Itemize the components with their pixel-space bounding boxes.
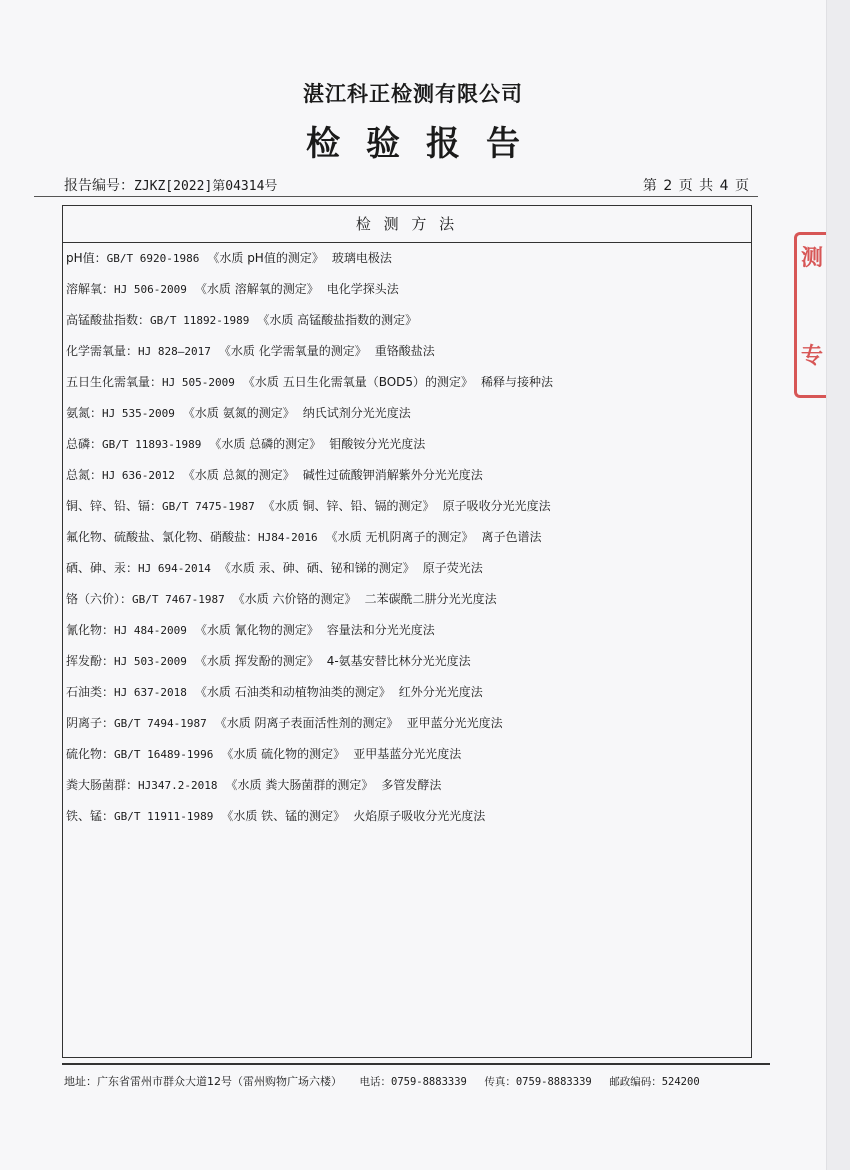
method-row: [63, 243, 751, 274]
header-divider: [34, 196, 758, 197]
method-standard: GB/T 7475-1987: [162, 500, 255, 513]
method-technique: 稀释与接种法: [481, 375, 554, 389]
method-standard-title: 《水质 化学需氧量的测定》: [218, 344, 367, 358]
method-parameter: pH值：: [66, 251, 107, 265]
method-row: [63, 801, 751, 832]
method-parameter: 高锰酸盐指数：: [66, 313, 151, 327]
methods-box: [62, 205, 752, 1058]
method-standard-title: 《水质 无机阴离子的测定》: [325, 530, 474, 544]
methods-list: [63, 243, 751, 832]
method-standard: GB/T 6920-1986: [106, 252, 200, 265]
method-row: [63, 553, 751, 584]
method-standard-title: 《水质 铜、锌、铅、镉的测定》: [262, 499, 435, 513]
method-standard-title: 《水质 高锰酸盐指数的测定》: [257, 313, 418, 327]
method-technique: 红外分光光度法: [398, 685, 483, 699]
method-parameter: 五日生化需氧量：: [66, 375, 163, 389]
method-standard: HJ 535-2009: [102, 407, 175, 420]
method-technique: 碱性过硫酸钾消解紫外分光光度法: [302, 468, 483, 482]
method-standard-title: 《水质 pH值的测定》: [207, 251, 324, 265]
method-parameter: 溶解氧：: [66, 282, 115, 296]
method-standard-title: 《水质 溶解氧的测定》: [194, 282, 319, 296]
method-row: [63, 336, 751, 367]
method-standard: HJ 505-2009: [162, 376, 235, 389]
method-standard-title: 《水质 汞、砷、硒、铋和锑的测定》: [218, 561, 415, 575]
method-parameter: 硫化物：: [66, 747, 115, 761]
method-technique: 重铬酸盐法: [374, 344, 435, 358]
method-row: [63, 708, 751, 739]
footer-address: 地址：广东省雷州市群众大道12号（雷州购物广场六楼）: [64, 1075, 342, 1088]
method-standard: HJ347.2-2018: [138, 779, 218, 792]
method-standard-title: 《水质 五日生化需氧量（BOD5）的测定》: [242, 375, 474, 389]
method-technique: 多管发酵法: [381, 778, 442, 792]
method-technique: 纳氏试剂分光光度法: [302, 406, 411, 420]
footer-phone: 电话：0759-8883339: [359, 1076, 467, 1088]
method-technique: 玻璃电极法: [331, 251, 392, 265]
method-standard-title: 《水质 总氮的测定》: [182, 468, 295, 482]
method-technique: 二苯碳酰二肼分光光度法: [364, 592, 497, 606]
method-technique: 电化学探头法: [326, 282, 399, 296]
method-technique: 钼酸铵分光光度法: [329, 437, 426, 451]
footer-divider: [62, 1063, 770, 1065]
method-parameter: 硒、砷、汞：: [66, 561, 139, 575]
method-parameter: 粪大肠菌群：: [66, 778, 139, 792]
method-standard: GB/T 7467-1987: [132, 593, 225, 606]
method-standard: HJ 484-2009: [114, 624, 187, 637]
method-standard: HJ 828—2017: [138, 345, 211, 358]
method-parameter: 总磷：: [66, 437, 103, 451]
method-parameter: 铬（六价）：: [66, 592, 133, 606]
method-standard-title: 《水质 阴离子表面活性剂的测定》: [214, 716, 399, 730]
seal-glyph: 测: [801, 246, 824, 271]
method-row: [63, 739, 751, 770]
page-number: 第 2 页 共 4 页: [642, 178, 750, 194]
method-parameter: 阴离子：: [66, 716, 115, 730]
method-standard-title: 《水质 总磷的测定》: [209, 437, 322, 451]
method-standard: GB/T 11911-1989: [114, 810, 214, 823]
method-parameter: 氰化物：: [66, 623, 115, 637]
method-parameter: 石油类：: [66, 685, 115, 699]
method-row: [63, 677, 751, 708]
company-name: 湛江科正检测有限公司: [303, 82, 523, 106]
method-technique: 火焰原子吸收分光光度法: [353, 809, 486, 823]
method-standard: HJ 506-2009: [114, 283, 187, 296]
method-row: [63, 491, 751, 522]
method-row: [63, 274, 751, 305]
method-row: [63, 429, 751, 460]
method-standard: HJ 637-2018: [114, 686, 187, 699]
method-standard: GB/T 16489-1996: [114, 748, 214, 761]
method-standard: GB/T 11892-1989: [150, 314, 250, 327]
method-technique: 原子吸收分光光度法: [442, 499, 551, 513]
method-technique: 亚甲基蓝分光光度法: [353, 747, 462, 761]
report-number-label: 报告编号：: [64, 178, 134, 194]
scan-edge: [826, 0, 850, 1170]
method-standard-title: 《水质 挥发酚的测定》: [194, 654, 319, 668]
method-standard-title: 《水质 硫化物的测定》: [221, 747, 346, 761]
report-number: [64, 175, 277, 195]
footer-postcode: 邮政编码：524200: [609, 1076, 700, 1088]
method-technique: 原子荧光法: [422, 561, 483, 575]
method-standard: HJ 636-2012: [102, 469, 175, 482]
method-technique: 离子色谱法: [481, 530, 542, 544]
method-parameter: 总氮：: [66, 468, 103, 482]
method-row: [63, 770, 751, 801]
method-parameter: 铁、锰：: [66, 809, 115, 823]
method-standard: HJ 503-2009: [114, 655, 187, 668]
method-technique: 容量法和分光光度法: [326, 623, 435, 637]
method-row: [63, 305, 751, 336]
method-standard-title: 《水质 石油类和动植物油类的测定》: [194, 685, 391, 699]
method-standard: HJ 694-2014: [138, 562, 211, 575]
footer: [64, 1073, 700, 1089]
method-row: [63, 584, 751, 615]
seal-stamp: [794, 232, 829, 398]
method-standard: GB/T 11893-1989: [102, 438, 202, 451]
method-technique: 亚甲蓝分光光度法: [406, 716, 503, 730]
method-row: [63, 646, 751, 677]
method-parameter: 化学需氧量：: [66, 344, 139, 358]
method-parameter: 挥发酚：: [66, 654, 115, 668]
method-standard: HJ84-2016: [258, 531, 318, 544]
method-technique: 4-氨基安替比林分光光度法: [326, 654, 471, 668]
methods-heading: 检 测 方 法: [63, 206, 751, 243]
method-standard-title: 《水质 氰化物的测定》: [194, 623, 319, 637]
report-number-value: ZJKZ[2022]第04314号: [134, 179, 278, 194]
method-row: [63, 615, 751, 646]
seal-glyph: 专: [801, 344, 824, 369]
method-parameter: 铜、锌、铅、镉：: [66, 499, 163, 513]
method-standard: GB/T 7494-1987: [114, 717, 207, 730]
method-standard-title: 《水质 粪大肠菌群的测定》: [225, 778, 374, 792]
document-title: 检验报告: [306, 124, 546, 164]
footer-fax: 传真：0759-8883339: [484, 1076, 592, 1088]
method-row: [63, 367, 751, 398]
method-standard-title: 《水质 氨氮的测定》: [182, 406, 295, 420]
method-standard-title: 《水质 铁、锰的测定》: [221, 809, 346, 823]
method-row: [63, 398, 751, 429]
method-parameter: 氨氮：: [66, 406, 103, 420]
method-row: [63, 460, 751, 491]
method-parameter: 氟化物、硫酸盐、氯化物、硝酸盐：: [66, 530, 259, 544]
method-standard-title: 《水质 六价铬的测定》: [232, 592, 357, 606]
method-row: [63, 522, 751, 553]
